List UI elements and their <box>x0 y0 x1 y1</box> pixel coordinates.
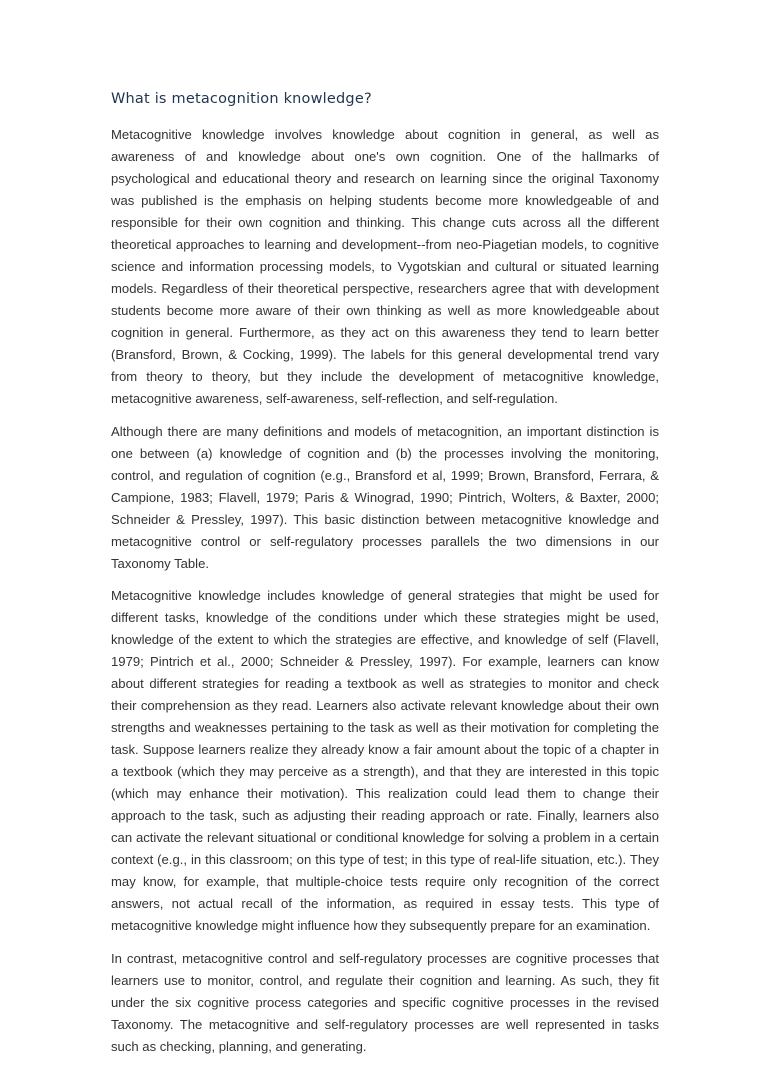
paragraph-metacognitive-knowledge-intro: Metacognitive knowledge involves knowledge about cognition in general, as well as awareness of and knowledge about one's own cognition. One of the hallmarks of psychological and educational theory and research on learning since the original Taxonomy was published is the emphasis on helping students become more knowledgeable of and responsible for their own cognition and thinking. This change cuts across all the different theoretical approaches to learning and development--from neo-Piagetian models, to cognitive science and information processing models, to Vygotskian and cultural or situated learning models. Regardless of their theoretical perspective, researchers agree that with development students become more aware of their own thinking as well as more knowledgeable about cognition in general. Furthermore, as they act on this awareness they tend to learn better (Bransford, Brown, & Cocking, 1999). The labels for this general developmental trend vary from theory to theory, but they include the development of metacognitive knowledge, metacognitive awareness, self-awareness, self-reflection, and self-regulation. <box>111 127 659 406</box>
paragraph-knowledge-strategies: Metacognitive knowledge includes knowledge of general strategies that might be used for different tasks, knowledge of the conditions under which these strategies might be used, knowledge of the extent to which the strategies are effective, and knowledge of self (Flavell, 1979; Pintrich et al., 2000; Schneider & Pressley, 1997). For example, learners can know about different strategies for reading a textbook as well as strategies to monitor and check their comprehension as they read. Learners also activate relevant knowledge about their own strengths and weaknesses pertaining to the task as well as their motivation for completing the task. Suppose learners realize they already know a fair amount about the topic of a chapter in a textbook (which they may perceive as a strength), and that they are interested in this topic (which may enhance their motivation). This realization could lead them to change their approach to the task, such as adjusting their reading approach or rate. Finally, learners also can activate the relevant situational or conditional knowledge for solving a problem in a certain context (e.g., in this classroom; on this type of test; in this type of real-life situation, etc.). They may know, for example, that multiple-choice tests require only recognition of the correct answers, not actual recall of the information, as required in essay tests. This type of metacognitive knowledge might influence how they subsequently prepare for an examination. <box>111 588 659 933</box>
paragraph-definitions-distinction: Although there are many definitions and models of metacognition, an important distinction is one between (a) knowledge of cognition and (b) the processes involving the monitoring, control, and regulation of cognition (e.g., Bransford et al, 1999; Brown, Bransford, Ferrara, & Campione, 1983; Flavell, 1979; Paris & Winograd, 1990; Pintrich, Wolters, & Baxter, 2000; Schneider & Pressley, 1997). This basic distinction between metacognitive knowledge and metacognitive control or self-regulatory processes parallels the two dimensions in our Taxonomy Table. <box>111 424 659 571</box>
paragraph-control-processes: In contrast, metacognitive control and self-regulatory processes are cognitive processes that learners use to monitor, control, and regulate their cognition and learning. As such, they fit under the six cognitive process categories and specific cognitive processes in the revised Taxonomy. The metacognitive and self-regulatory processes are well represented in tasks such as checking, planning, and generating. <box>111 951 659 1054</box>
document-title: What is metacognition knowledge? <box>111 91 372 107</box>
document-page <box>111 88 659 1068</box>
